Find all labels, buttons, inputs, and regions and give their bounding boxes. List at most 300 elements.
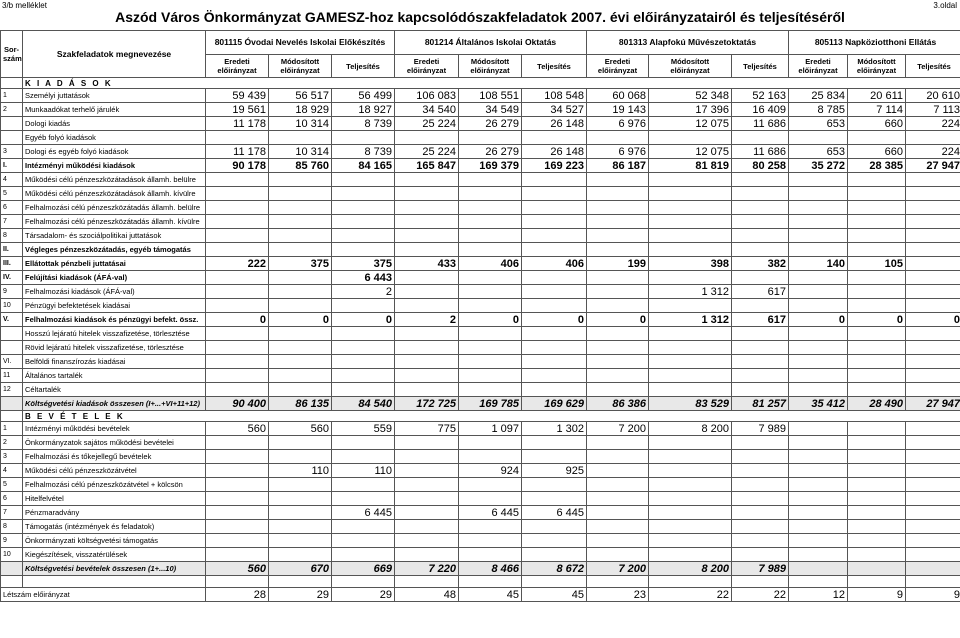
value-cell [459,548,522,562]
value-cell: 165 847 [395,159,459,173]
column-header: Teljesítés [332,55,395,78]
value-cell [395,436,459,450]
value-cell [395,327,459,341]
value-cell [906,355,960,369]
value-cell [522,369,587,383]
row-number: 3 [1,145,23,159]
row-number [1,341,23,355]
value-cell [587,271,649,285]
value-cell [269,478,332,492]
value-cell: 670 [269,562,332,576]
value-cell: 406 [459,257,522,271]
value-cell [332,229,395,243]
value-cell: 7 220 [395,562,459,576]
value-cell: 90 400 [206,397,269,411]
value-cell: 7 200 [587,562,649,576]
row-number: VI. [1,355,23,369]
table-row [1,422,960,436]
row-label: Felhalmozási kiadások (ÁFÁ-val) [23,285,206,299]
row-label: Önkormányzatok sajátos működési bevételei [23,436,206,450]
table-row [1,229,960,243]
value-cell [206,327,269,341]
headcount-value: 48 [395,588,459,602]
column-header: Eredeti előirányzat [395,55,459,78]
value-cell: 617 [732,313,789,327]
value-cell [848,201,906,215]
row-label: Felhalmozási és tőkejellegű bevételek [23,450,206,464]
value-cell [206,299,269,313]
value-cell [649,436,732,450]
value-cell [649,464,732,478]
value-cell [587,436,649,450]
value-cell [906,131,960,145]
value-cell [206,548,269,562]
table-row [1,271,960,285]
column-header: Módosított előirányzat [649,55,732,78]
table-row [1,369,960,383]
table-row [1,173,960,187]
table-row [1,131,960,145]
value-cell [332,436,395,450]
value-cell [332,520,395,534]
value-cell [732,173,789,187]
value-cell [522,341,587,355]
row-number: 6 [1,201,23,215]
value-cell [332,201,395,215]
value-cell [587,520,649,534]
value-cell [732,478,789,492]
value-cell: 108 551 [459,89,522,103]
value-cell [587,285,649,299]
value-cell: 8 466 [459,562,522,576]
value-cell: 0 [587,313,649,327]
value-cell [269,327,332,341]
value-cell: 660 [848,145,906,159]
row-label: Felújítási kiadások (ÁFÁ-val) [23,271,206,285]
table-row [1,215,960,229]
column-header: Eredeti előirányzat [587,55,649,78]
value-cell [587,464,649,478]
headcount-value: 29 [269,588,332,602]
blank-cell [332,576,395,588]
group-header: 801115 Óvodai Nevelés Iskolai Előkészítés [206,31,395,55]
value-cell [459,520,522,534]
value-cell: 6 445 [522,506,587,520]
value-cell: 560 [269,422,332,436]
value-cell [732,383,789,397]
value-cell [732,520,789,534]
row-label: Támogatás (intézmények és feladatok) [23,520,206,534]
row-label: Céltartalék [23,383,206,397]
page-number: 3.oldal [933,1,957,10]
value-cell [332,534,395,548]
value-cell: 0 [332,313,395,327]
row-number [1,131,23,145]
value-cell [848,436,906,450]
value-cell [732,548,789,562]
value-cell [395,450,459,464]
value-cell [649,173,732,187]
value-cell: 52 163 [732,89,789,103]
value-cell: 560 [206,562,269,576]
row-number: 12 [1,383,23,397]
row-label: Kiegészítések, visszatérülések [23,548,206,562]
value-cell [732,215,789,229]
value-cell [395,243,459,257]
value-cell: 560 [206,422,269,436]
value-cell [269,131,332,145]
value-cell [848,271,906,285]
row-number: II. [1,243,23,257]
value-cell: 7 989 [732,422,789,436]
value-cell [206,369,269,383]
table-row [1,285,960,299]
value-cell [848,464,906,478]
value-cell: 8 739 [332,117,395,131]
value-cell: 108 548 [522,89,587,103]
value-cell [789,131,848,145]
value-cell: 28 490 [848,397,906,411]
headcount-value: 45 [522,588,587,602]
value-cell [522,131,587,145]
blank-cell [1,78,23,89]
value-cell [522,492,587,506]
value-cell: 0 [269,313,332,327]
value-cell: 653 [789,117,848,131]
bevetelek-section-title: B E V É T E L E K [23,411,960,422]
table-row [1,313,960,327]
value-cell: 0 [848,313,906,327]
value-cell [732,299,789,313]
value-cell [906,464,960,478]
row-number: 8 [1,520,23,534]
value-cell [848,562,906,576]
value-cell [649,520,732,534]
value-cell: 169 785 [459,397,522,411]
value-cell [522,520,587,534]
table-row [1,89,960,103]
value-cell: 1 097 [459,422,522,436]
value-cell [789,327,848,341]
value-cell: 224 [906,117,960,131]
value-cell [522,187,587,201]
value-cell [732,436,789,450]
row-number: III. [1,257,23,271]
value-cell [848,131,906,145]
value-cell [522,383,587,397]
value-cell [587,355,649,369]
value-cell [587,478,649,492]
value-cell: 224 [906,145,960,159]
value-cell: 18 927 [332,103,395,117]
value-cell: 80 258 [732,159,789,173]
value-cell [848,285,906,299]
value-cell: 375 [269,257,332,271]
column-header: Módosított előirányzat [459,55,522,78]
table-row [1,327,960,341]
table-row [1,145,960,159]
value-cell [732,450,789,464]
value-cell [269,548,332,562]
value-cell: 81 257 [732,397,789,411]
value-cell: 106 083 [395,89,459,103]
value-cell [848,215,906,229]
table-row [1,520,960,534]
row-label: Intézményi működési bevételek [23,422,206,436]
value-cell: 2 [332,285,395,299]
value-cell [459,187,522,201]
value-cell: 25 224 [395,145,459,159]
value-cell [906,327,960,341]
value-cell [332,327,395,341]
value-cell [459,215,522,229]
value-cell: 18 929 [269,103,332,117]
value-cell [395,383,459,397]
row-number: 7 [1,506,23,520]
value-cell: 8 200 [649,562,732,576]
value-cell [522,173,587,187]
value-cell [332,215,395,229]
value-cell: 20 610 [906,89,960,103]
row-number: I. [1,159,23,173]
value-cell [395,229,459,243]
value-cell [587,131,649,145]
row-label: Hitelfelvétel [23,492,206,506]
value-cell: 6 445 [459,506,522,520]
value-cell [206,271,269,285]
value-cell [459,201,522,215]
headcount-value: 22 [732,588,789,602]
value-cell [906,450,960,464]
value-cell [848,173,906,187]
row-label: Működési célú pénzeszközátadások államh. kívülre [23,187,206,201]
value-cell: 12 075 [649,117,732,131]
value-cell: 6 443 [332,271,395,285]
table-row [1,478,960,492]
value-cell [906,436,960,450]
value-cell [459,285,522,299]
table-row [1,383,960,397]
value-cell: 140 [789,257,848,271]
value-cell [906,534,960,548]
headcount-value: 9 [906,588,960,602]
value-cell [906,299,960,313]
value-cell [206,173,269,187]
value-cell [395,131,459,145]
value-cell: 56 499 [332,89,395,103]
budget-table [0,30,960,602]
value-cell [906,548,960,562]
value-cell [649,369,732,383]
value-cell [395,478,459,492]
value-cell: 7 200 [587,422,649,436]
value-cell [459,534,522,548]
value-cell [789,355,848,369]
value-cell [587,341,649,355]
row-label: Hosszú lejáratú hitelek visszafizetése, törlesztése [23,327,206,341]
value-cell [587,492,649,506]
value-cell [522,215,587,229]
row-label: Ellátottak pénzbeli juttatásai [23,257,206,271]
table-row [1,159,960,173]
value-cell [789,299,848,313]
value-cell [587,299,649,313]
blank-cell [649,576,732,588]
value-cell [789,478,848,492]
value-cell: 1 312 [649,313,732,327]
value-cell [649,450,732,464]
value-cell [459,299,522,313]
value-cell [789,436,848,450]
table-row [1,201,960,215]
row-number: 1 [1,422,23,436]
value-cell [848,506,906,520]
row-number: 2 [1,436,23,450]
value-cell [395,520,459,534]
row-label: Dologi kiadás [23,117,206,131]
value-cell [906,257,960,271]
value-cell [206,285,269,299]
value-cell [587,369,649,383]
value-cell [732,369,789,383]
table-row [1,397,960,411]
value-cell [587,506,649,520]
value-cell: 0 [206,313,269,327]
row-number: 10 [1,299,23,313]
value-cell [848,422,906,436]
value-cell [206,215,269,229]
row-number: 5 [1,478,23,492]
value-cell: 110 [269,464,332,478]
value-cell: 8 200 [649,422,732,436]
value-cell [587,534,649,548]
value-cell: 11 686 [732,117,789,131]
column-header: Teljesítés [906,55,960,78]
row-number: 10 [1,548,23,562]
table-row [1,243,960,257]
value-cell [269,285,332,299]
value-cell [848,243,906,257]
headcount-value: 9 [848,588,906,602]
value-cell [789,506,848,520]
value-cell: 6 976 [587,117,649,131]
value-cell [206,131,269,145]
value-cell [269,492,332,506]
headcount-value: 29 [332,588,395,602]
value-cell [522,299,587,313]
value-cell [269,215,332,229]
row-label: Önkormányzati költségvetési támogatás [23,534,206,548]
value-cell [587,327,649,341]
value-cell [789,534,848,548]
group-header: 805113 Napköziotthoni Ellátás [789,31,960,55]
row-label: Személyi juttatások [23,89,206,103]
value-cell [649,299,732,313]
table-row [1,506,960,520]
value-cell [269,201,332,215]
row-label: Intézményi működési kiadások [23,159,206,173]
value-cell [906,492,960,506]
value-cell [732,464,789,478]
row-number: 1 [1,89,23,103]
value-cell: 20 611 [848,89,906,103]
value-cell [789,187,848,201]
value-cell [848,548,906,562]
value-cell [789,548,848,562]
value-cell [587,201,649,215]
row-label: Működési célú pénzeszközátvétel [23,464,206,478]
value-cell [459,369,522,383]
column-header: Eredeti előirányzat [206,55,269,78]
value-cell [395,201,459,215]
value-cell [206,355,269,369]
value-cell [269,243,332,257]
value-cell [206,201,269,215]
blank-cell [23,576,206,588]
value-cell [848,450,906,464]
value-cell [206,534,269,548]
value-cell: 169 223 [522,159,587,173]
value-cell: 1 312 [649,285,732,299]
value-cell [587,383,649,397]
value-cell [206,383,269,397]
value-cell: 382 [732,257,789,271]
value-cell [395,187,459,201]
row-number: V. [1,313,23,327]
value-cell [206,229,269,243]
value-cell [906,506,960,520]
row-label: Felhalmozási célú pénzeszközátadás államh. belülre [23,201,206,215]
value-cell [649,534,732,548]
row-label: Költségvetési bevételek összesen (1+...10) [23,562,206,576]
value-cell: 35 412 [789,397,848,411]
value-cell [906,562,960,576]
value-cell: 28 385 [848,159,906,173]
value-cell [459,173,522,187]
blank-cell [1,576,23,588]
value-cell [269,341,332,355]
sorszam-header: Sor-szám [1,31,23,78]
value-cell: 25 224 [395,117,459,131]
value-cell: 433 [395,257,459,271]
table-row [1,299,960,313]
value-cell: 0 [522,313,587,327]
value-cell: 86 386 [587,397,649,411]
value-cell: 617 [732,285,789,299]
row-label: Dologi és egyéb folyó kiadások [23,145,206,159]
value-cell: 81 819 [649,159,732,173]
value-cell [332,299,395,313]
value-cell [906,215,960,229]
row-number: 3 [1,450,23,464]
value-cell [395,285,459,299]
table-row [1,562,960,576]
value-cell [332,369,395,383]
value-cell [332,548,395,562]
value-cell [459,229,522,243]
headcount-row [1,588,960,602]
value-cell: 10 314 [269,117,332,131]
row-label: Általános tartalék [23,369,206,383]
value-cell [732,243,789,257]
value-cell: 25 834 [789,89,848,103]
value-cell [906,478,960,492]
value-cell: 375 [332,257,395,271]
value-cell [906,229,960,243]
value-cell [906,271,960,285]
value-cell [206,506,269,520]
value-cell [206,187,269,201]
